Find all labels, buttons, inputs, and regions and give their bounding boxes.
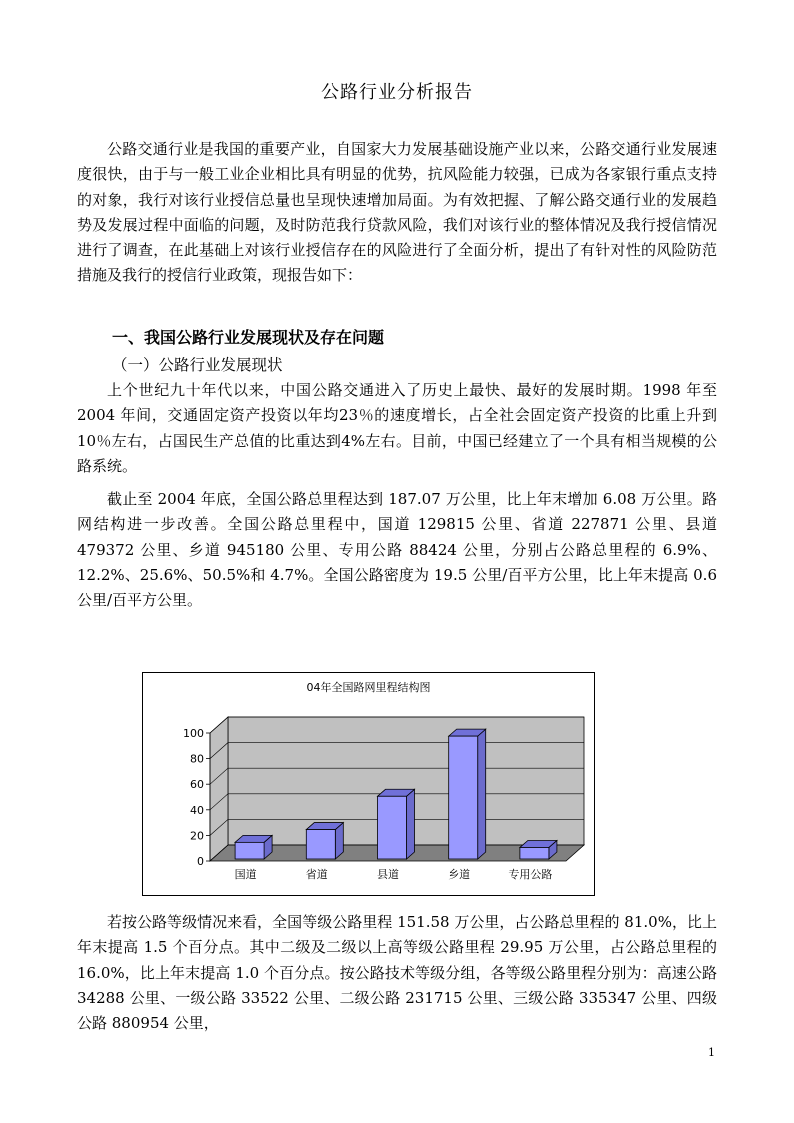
page-number: 1 bbox=[708, 1046, 715, 1059]
bar-side bbox=[478, 729, 486, 859]
chart-side-wall bbox=[210, 717, 228, 861]
bar-chart bbox=[142, 672, 595, 896]
subsection-heading: （一）公路行业发展现状 bbox=[112, 356, 283, 374]
chart-title: 04年全国路网里程结构图 bbox=[306, 681, 431, 694]
bar-专用公路 bbox=[520, 847, 549, 859]
bar-乡道 bbox=[449, 736, 478, 859]
paragraph-development: 上个世纪九十年代以来，中国公路交通进入了历史上最快、最好的发展时期。1998 年至2004 年间，交通固定资产投资以年均23％的速度增长，占全社会固定资产投资的比重上升到10％左右，占国民生产总值的比重达到4%左右。目前，中国已经建立了一个具有相当规模的公路系统。 bbox=[77, 381, 717, 475]
y-tick-label: 60 bbox=[190, 778, 204, 792]
document-title: 公路行业分析报告 bbox=[321, 82, 473, 103]
bar-县道 bbox=[378, 796, 407, 859]
bar-side bbox=[407, 789, 415, 859]
paragraph-mileage: 截止至 2004 年底，全国公路总里程达到 187.07 万公里，比上年末增加 6.08 万公里。路网结构进一步改善。全国公路总里程中，国道 129815 公里、省道 227871 公里、县道 479372 公里、乡道 945180 公里、专用公路 88424 公里，分别占公路总里程的 6.9%、12.2%、25.6%、50.5%和 4.7%。全国公路密度为 19.5 公里/百平方公里，比上年末提高 0.6 公里/百平方公里。 bbox=[77, 490, 717, 610]
chart-plot bbox=[143, 673, 594, 895]
y-tick-label: 100 bbox=[183, 727, 204, 740]
bar-省道 bbox=[306, 830, 335, 859]
x-tick-label: 乡道 bbox=[448, 868, 471, 881]
x-tick-label: 专用公路 bbox=[508, 868, 553, 881]
intro-block bbox=[77, 137, 717, 289]
x-tick-label: 国道 bbox=[234, 868, 257, 881]
y-tick-label: 40 bbox=[190, 803, 204, 817]
y-tick-label: 20 bbox=[190, 829, 204, 843]
x-tick-label: 县道 bbox=[377, 868, 399, 881]
x-tick-label: 省道 bbox=[305, 868, 328, 881]
intro-paragraph: 公路交通行业是我国的重要产业，自国家大力发展基础设施产业以来，公路交通行业发展速度很快，由于与一般工业企业相比具有明显的优势，抗风险能力较强，已成为各家银行重点支持的对象，我行对该行业授信总量也呈现快速增加局面。为有效把握、了解公路交通行业的发展趋势及发展过程中面临的问题，及时防范我行贷款风险，我们对该行业的整体情况及我行授信情况进行了调查，在此基础上对该行业授信存在的风险进行了全面分析，提出了有针对性的风险防范措施及我行的授信行业政策，现报告如下： bbox=[77, 140, 717, 285]
bar-国道 bbox=[235, 842, 264, 859]
paragraph-grades: 若按公路等级情况来看，全国等级公路里程 151.58 万公里，占公路总里程的 81.0%，比上年末提高 1.5 个百分点。其中二级及二级以上高等级公路里程 29.95 万公里，占公路总里程的 16.0%，比上年末提高 1.0 个百分点。按公路技术等级分组，各等级公路里程分别为：高速公路 34288 公里、一级公路 33522 公里、二级公路 231715 公里、三级公路 335347 公里、四级公路 880954 公里， bbox=[77, 913, 717, 1033]
y-tick-label: 80 bbox=[190, 752, 204, 766]
body-block-2 bbox=[77, 910, 717, 1036]
y-tick-label: 0 bbox=[197, 855, 204, 868]
body-block-1 bbox=[77, 378, 717, 614]
section-heading: 一、我国公路行业发展现状及存在问题 bbox=[112, 328, 385, 347]
